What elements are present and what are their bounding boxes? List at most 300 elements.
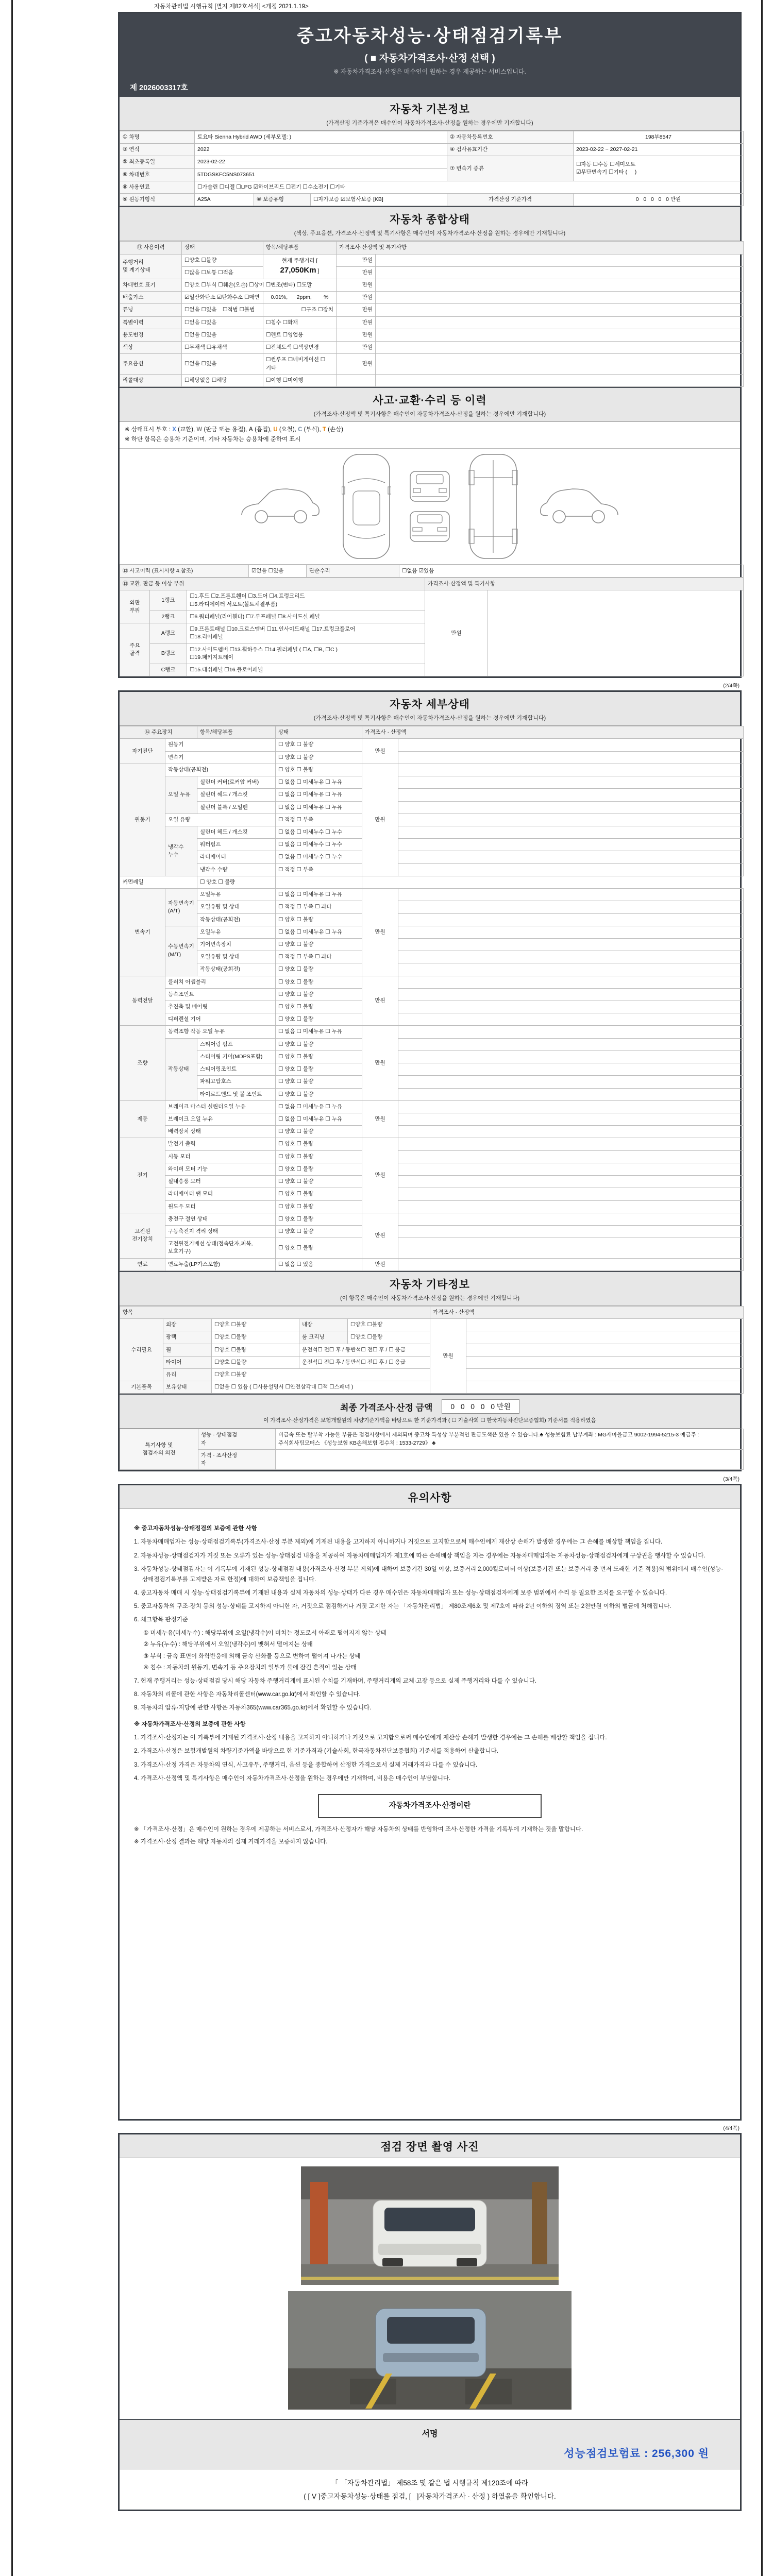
form-content	[118, 0, 742, 2511]
signature-band	[120, 2419, 740, 2469]
checkbox-cell[interactable]: ☐ 양호 ☐ 불량	[276, 913, 362, 926]
table-row	[120, 1258, 744, 1270]
checkbox-cell[interactable]: ☐양호 ☐부식 ☐훼손(오손) ☐상이 ☐변조(변타) ☐도말	[182, 279, 337, 291]
inspection-photo-front	[301, 2166, 559, 2285]
appraiser-comment	[276, 1449, 744, 1469]
cell	[398, 839, 744, 851]
detail-status-table-mount	[120, 726, 740, 1271]
checkbox-cell[interactable]: ☐ 양호 ☐ 불량	[276, 1001, 362, 1013]
overall-status-table-mount	[120, 241, 740, 387]
cell	[466, 1331, 744, 1344]
cell	[466, 1344, 744, 1356]
status-code-letter: X	[172, 426, 176, 433]
checkbox-cell[interactable]: ☐이행 ☐미이행	[263, 374, 337, 386]
checkbox-cell[interactable]: ☐양호 ☐불량	[348, 1319, 430, 1331]
table-row	[120, 1176, 744, 1188]
confirmation-line1: 「 「자동차관리법」 제58조 및 같은 법 시행규칙 제120조에 따라	[331, 2479, 528, 2487]
cell: 브레이크 마스터 실린더오일 누유	[165, 1100, 276, 1113]
cell: ⑫ 사고이력 (표시사항 4.참조)	[120, 565, 249, 578]
cell: 자기진단	[120, 739, 165, 764]
cell	[398, 789, 744, 801]
cell	[398, 926, 744, 938]
checkbox-cell[interactable]: ☐ 양호 ☐ 불량	[276, 988, 362, 1001]
cell	[398, 1050, 744, 1063]
cell	[398, 1163, 744, 1175]
checkbox-cell[interactable]: ☐ 양호 ☐ 불량	[197, 876, 276, 888]
accident-history-title: 사고·교환·수리 등 이력	[373, 394, 487, 406]
cell	[398, 889, 744, 901]
checkbox-cell[interactable]: ☐ 양호 ☐ 불량	[276, 1088, 362, 1100]
cell: 변속기	[165, 751, 276, 764]
checkbox-cell[interactable]: ☐ 없음 ☐ 미세누유 ☐ 누유	[276, 801, 362, 814]
table-row	[120, 354, 744, 374]
table-row	[120, 1238, 744, 1258]
table-row	[120, 242, 744, 254]
cell: 오일 누유	[165, 776, 197, 814]
checkbox-cell[interactable]: ☐ 없음 ☐ 미세누유 ☐ 누유	[276, 776, 362, 789]
cell: 만원	[337, 342, 376, 354]
table-row	[120, 181, 744, 193]
checkbox-cell[interactable]: ☐ 없음 ☐ 미세누유 ☐ 누유	[276, 1026, 362, 1038]
detail-status-table	[120, 726, 744, 1271]
cell: 실린더 블록 / 오일팬	[197, 801, 276, 814]
checkbox-cell[interactable]: ☐ 적정 ☐ 부족 ☐ 과다	[276, 951, 362, 963]
checkbox-cell[interactable]: ☐ 없음 ☐ 미세누유 ☐ 누유	[276, 889, 362, 901]
cell: 차대번호 표기	[120, 279, 182, 291]
cell: 연료	[120, 1258, 165, 1270]
final-price-note[interactable]: 이 가격조사·산정가격은 보험개발원의 차량기준가액을 바탕으로 한 기준가격과 ( ☐ 기술사회 ☐ 한국자동차진단보증협회) 기준서를 적용하였음	[263, 1417, 596, 1424]
cell	[398, 1188, 744, 1200]
checkbox-cell[interactable]: ☐ 양호 ☐ 불량	[276, 976, 362, 988]
photos-title: 점검 장면 촬영 사진	[380, 2141, 479, 2154]
inspector-comment: 비금속 또는 탈부착 가능한 부품은 점검사항에서 제외되며 중고차 특성상 부분적인 판금도색은 있을 수 있습니다.♣ 성능보험료 납부계좌 : MG새마을금고 9002-1994-5215-3 예금주 : 주식회사팀모터스 《성능보험 KB손해보험 접수처 : 1533-2729》 ♣	[276, 1429, 744, 1449]
inspector-opinion-table	[120, 1429, 744, 1470]
car-diagram-left-side-icon	[237, 483, 324, 530]
checkbox-cell[interactable]: ☐구조 ☐장치	[263, 304, 337, 316]
cell: 수리필요	[120, 1319, 163, 1381]
notice-item: 1. 가격조사·산정자는 이 기록부에 기재된 가격조사·산정 내용을 고지하지 아니하거나 거짓으로 고지함으로써 매수인에게 재산상 손해가 발생한 경우에는 그 손해를 배상할 책임을 집니다.	[134, 1735, 607, 1741]
cell: 발전기 출력	[165, 1138, 276, 1150]
status-code-text: (교환),	[176, 426, 197, 433]
other-info-title: 자동차 기타정보	[390, 1278, 470, 1291]
notice-subitem: ④ 침수 : 자동차의 원동기, 변속기 등 주요장치의 일부가 물에 잠긴 흔적이 있는 상태	[143, 1664, 357, 1671]
checkbox-cell[interactable]: ☐ 양호 ☐ 불량	[276, 1138, 362, 1150]
table-row	[120, 131, 744, 144]
checkbox-cell[interactable]: ☑없음 ☐있음	[249, 565, 307, 578]
document-header	[120, 13, 740, 97]
confirmation-statement	[120, 2469, 740, 2509]
detail-status-subtitle: (가격조사·산정액 및 특기사항은 매수인이 자동차가격조사·산정을 원하는 경우에만 기재합니다)	[313, 715, 546, 722]
cell: ② 자동차등록번호	[447, 131, 574, 144]
table-row	[120, 1163, 744, 1175]
cell: 원동기	[165, 739, 276, 751]
checkbox-cell[interactable]: ☐양호 ☐불량	[212, 1356, 299, 1368]
checkbox-cell[interactable]: ☐ 양호 ☐ 불량	[276, 1126, 362, 1138]
cell: 기어변속장치	[197, 938, 276, 951]
checkbox-cell[interactable]: ☐ 양호 ☐ 불량	[276, 1200, 362, 1213]
cell	[398, 1138, 744, 1150]
status-code-letter: A	[248, 426, 253, 433]
cell	[398, 826, 744, 838]
checkbox-cell[interactable]: ☐1.후드 ☐2.프론트휀더 ☐3.도어 ☐4.트렁크리드 ☐5.라디에이터 서포트(볼트체결부품)	[187, 590, 425, 611]
cell: 만원	[337, 316, 376, 329]
checkbox-cell[interactable]: ☐ 양호 ☐ 불량	[276, 1213, 362, 1225]
table-row	[120, 963, 744, 976]
status-code-text: ※ 상태표시 부호 :	[125, 426, 173, 433]
checkbox-cell[interactable]: ☐ 없음 ☐ 미세누유 ☐ 누유	[276, 1113, 362, 1126]
table-row	[120, 1213, 744, 1225]
cell: 만원	[337, 279, 376, 291]
cell: 만원	[430, 1319, 466, 1394]
overall-status-band	[120, 206, 740, 241]
checkbox-cell[interactable]: ☐ 없음 ☐ 미세누유 ☐ 누유	[276, 1100, 362, 1113]
checkbox-cell[interactable]: ☐ 없음 ☐ 있음	[276, 1258, 362, 1270]
cell: 특별이력	[120, 316, 182, 329]
status-code-letter: C	[298, 426, 303, 433]
checkbox-cell[interactable]: ☐ 적정 ☐ 부족	[276, 814, 362, 826]
checkbox-cell[interactable]: ☐많음 ☐보통 ☐적음	[182, 266, 263, 279]
cell: 휠	[163, 1344, 212, 1356]
status-code-letter: U	[273, 426, 278, 433]
status-code-letter: T	[322, 426, 326, 433]
cell	[398, 776, 744, 789]
table-row	[120, 876, 744, 888]
cell: 만원	[425, 590, 488, 676]
status-code-line	[125, 425, 735, 435]
checkbox-cell[interactable]: ☐썬루프 ☐네비게이션 ☐기타	[263, 354, 337, 374]
car-diagram-underbody-icon	[468, 453, 518, 560]
notice-box-title: 자동차가격조사·산정이란	[318, 1794, 542, 1818]
table-row	[120, 590, 744, 611]
cell: 만원	[337, 329, 376, 341]
checkbox-cell[interactable]: ☐ 양호 ☐ 불량	[276, 1076, 362, 1088]
cell	[398, 1126, 744, 1138]
checkbox-cell[interactable]: ☐ 양호 ☐ 불량	[276, 1063, 362, 1076]
other-info-subtitle: (이 항목은 매수인이 자동차가격조사·산정을 원하는 경우에만 기재합니다)	[340, 1295, 520, 1301]
cell: 가격조사 · 산정액	[430, 1306, 744, 1318]
checkbox-cell[interactable]: ☐ 양호 ☐ 불량	[276, 1050, 362, 1063]
notice-item: 6. 체크항목 판정기준	[134, 1617, 188, 1623]
cell	[376, 342, 744, 354]
checkbox-cell[interactable]: ☐없음 ☑있음	[399, 565, 744, 578]
checkbox-cell[interactable]: ☐ 양호 ☐ 불량	[276, 751, 362, 764]
checkbox-cell[interactable]: ☐ 양호 ☐ 불량	[276, 1038, 362, 1050]
cell: 1랭크	[150, 590, 187, 611]
cell: 오일유량 및 상태	[197, 951, 276, 963]
cell: 특기사항 및 점검자의 의견	[120, 1429, 198, 1470]
status-code-text: (흠집),	[253, 426, 274, 433]
page-edge-right	[761, 0, 763, 2576]
cell: 만원	[362, 1138, 398, 1213]
section-notice	[118, 1484, 742, 2121]
table-row	[120, 316, 744, 329]
checkbox-cell[interactable]: ☐ 적정 ☐ 부족	[276, 863, 362, 876]
cell	[398, 1100, 744, 1113]
checkbox-cell[interactable]: ☐ 없음 ☐ 미세누수 ☐ 누수	[276, 851, 362, 863]
cell: 보유상태	[163, 1381, 212, 1394]
price-survey-note: ※ 자동차가격조사·산정은 매수인이 원하는 경우 제공하는 서비스입니다.	[333, 68, 526, 75]
checkbox-cell[interactable]: ☐양호 ☐불량	[212, 1344, 299, 1356]
document-title: 중고자동차성능·상태점검기록부	[296, 26, 563, 46]
status-code-letter: W	[196, 426, 203, 433]
cell	[398, 988, 744, 1001]
cell: 주행거리 및 계기상태	[120, 254, 182, 279]
notice-body	[120, 1509, 740, 2119]
table-row	[120, 1150, 744, 1163]
checkbox-cell[interactable]: ☐ 없음 ☐ 미세누수 ☐ 누수	[276, 826, 362, 838]
checkbox-cell[interactable]: ☐전체도색 ☐색상변경	[263, 342, 337, 354]
notice-item: 1. 자동차매매업자는 성능·상태점검기록부(가격조사·산정 부분 제외)에 기재된 내용을 고지하지 아니하거나 거짓으로 고지함으로써 매수인에게 재산상 손해가 발생한 경우에는 그 손해를 배상할 책임을 집니다.	[134, 1539, 663, 1546]
legend-note: ※ 하단 항목은 승용차 기준이며, 기타 자동차는 승용차에 준하여 표시	[125, 436, 301, 443]
cell	[398, 801, 744, 814]
cell: 내장	[299, 1319, 348, 1331]
cell: ① 차명	[120, 131, 195, 144]
cell: 충전구 절연 상태	[165, 1213, 276, 1225]
checkbox-cell[interactable]: ☐ 양호 ☐ 불량	[276, 1163, 362, 1175]
car-diagram-top-view-icon	[342, 453, 391, 560]
cell	[398, 976, 744, 988]
cell: 주요 골격	[120, 623, 150, 676]
cell: 만원	[362, 976, 398, 1026]
cell: 타이로드엔드 및 볼 조인트	[197, 1088, 276, 1100]
basic-info-table	[120, 131, 744, 206]
checkbox-cell[interactable]: ☐9.프론트패널 ☐10.크로스멤버 ☐11.인사이드패널 ☐17.트렁크플로어 ☐18.리어패널	[187, 623, 425, 643]
notice-lead-inspection: ※ 중고자동차성능·상태점검의 보증에 관한 사항	[134, 1526, 257, 1532]
inspection-insurance-fee: 성능점검보험료 : 256,300 원	[564, 2448, 709, 2460]
cell	[398, 1213, 744, 1225]
checkbox-cell[interactable]: ☐15.대쉬패널 ☐16.플로어패널	[187, 664, 425, 676]
checkbox-cell[interactable]: ☐가솔린 ☐디젤 ☐LPG ☑하이브리드 ☐전기 ☐수소전기 ☐기타	[195, 181, 744, 193]
cell	[376, 279, 744, 291]
cell	[398, 938, 744, 951]
section-page2	[118, 690, 742, 1471]
notice-item: 9. 자동차의 압류·저당에 관한 사항은 자동차365(www.car365.go.kr)에서 확인할 수 있습니다.	[134, 1705, 372, 1711]
checkbox-cell[interactable]: ☐ 양호 ☐ 불량	[276, 764, 362, 776]
table-row	[120, 342, 744, 354]
checkbox-cell[interactable]: ☐ 양호 ☐ 불량	[276, 1013, 362, 1026]
cell: 고전원전기배선 상태(접속단자,피복,보호기구)	[165, 1238, 276, 1258]
cell: 가격조사 · 산정액	[362, 726, 744, 739]
cell: 커먼레일	[120, 876, 197, 888]
cell: 조향	[120, 1026, 165, 1100]
cell	[376, 374, 744, 386]
checkbox-cell[interactable]: ☐양호 ☐불량	[212, 1368, 430, 1381]
cell: 워터펌프	[197, 839, 276, 851]
cell: 외장	[163, 1319, 212, 1331]
cell: 유리	[163, 1368, 212, 1381]
cell: ⑩ 보증유형	[254, 194, 311, 206]
checkbox-cell[interactable]: ☐ 양호 ☐ 불량	[276, 1225, 362, 1238]
checkbox-cell[interactable]: ☐해당없음 ☐해당	[182, 374, 263, 386]
checkbox-cell[interactable]: ☐없음 ☐있음	[182, 329, 263, 341]
checkbox-cell[interactable]: ☐없음 ☐ 있음 ( ☐사용설명서 ☐안전삼각대 ☐잭 ☐스패너 )	[212, 1381, 430, 1394]
checkbox-cell[interactable]: ☐없음 ☐있음 ☐적법 ☐불법	[182, 304, 263, 316]
checkbox-cell[interactable]: ☐자동 ☐수동 ☐세미오토 ☑무단변속기 ☐기타 ( )	[574, 156, 744, 181]
checkbox-cell[interactable]: ☐렌트 ☐영업용	[263, 329, 337, 341]
cell: ⑤ 최초등록일	[120, 156, 195, 168]
table-row	[120, 1088, 744, 1100]
cell	[466, 1381, 744, 1394]
cell: 만원	[337, 354, 376, 374]
checkbox-cell[interactable]: ☐ 없음 ☐ 미세누수 ☐ 누수	[276, 839, 362, 851]
table-row	[120, 266, 744, 279]
cell: 클러치 어셈블리	[165, 976, 276, 988]
cell: 전기	[120, 1138, 165, 1213]
cell	[466, 1356, 744, 1368]
cell: 오일누유	[197, 889, 276, 901]
cell: 동력조향 작동 오일 누유	[165, 1026, 276, 1038]
cell: 타이어	[163, 1356, 212, 1368]
cell: 배출가스	[120, 292, 182, 304]
cell: ⑭ 주요장치	[120, 726, 197, 739]
cell: 실린더 커버(로커암 커버)	[197, 776, 276, 789]
notice-band	[120, 1485, 740, 1509]
cell	[398, 1076, 744, 1088]
cell: C랭크	[150, 664, 187, 676]
checkbox-cell[interactable]: ☐ 양호 ☐ 불량	[276, 1188, 362, 1200]
checkbox-cell[interactable]: ☐ 양호 ☐ 불량	[276, 963, 362, 976]
cell: 작동상태(공회전)	[197, 913, 276, 926]
cell: 라디에이터	[197, 851, 276, 863]
cell	[398, 1088, 744, 1100]
cell	[376, 354, 744, 374]
price-survey-select-line: ( ■ 자동차가격조사·산정 선택 )	[364, 53, 495, 64]
status-code-legend	[120, 422, 740, 449]
cell: 기본품목	[120, 1381, 163, 1394]
cell: 작동상태	[165, 1038, 197, 1100]
table-row	[120, 739, 744, 751]
notice-subitem: ① 미세누유(미세누수) : 해당부위에 오일(냉각수)이 비치는 정도로서 아래로 떨어지지 않는 상태	[143, 1630, 386, 1637]
cell: 연료누출(LP가스포함)	[165, 1258, 276, 1270]
cell: 브레이크 오일 누유	[165, 1113, 276, 1126]
checkbox-cell[interactable]: ☐없음 ☐있음	[182, 354, 263, 374]
checkbox-cell[interactable]: ☐무채색 ☐유채색	[182, 342, 263, 354]
cell	[398, 1038, 744, 1050]
cell: 자동변속기 (A/T)	[165, 889, 197, 926]
table-row	[120, 889, 744, 901]
cell: 0.01%, 2ppm, %	[263, 292, 337, 304]
checkbox-cell[interactable]: ☐ 양호 ☐ 불량	[276, 1238, 362, 1258]
table-row	[120, 1200, 744, 1213]
table-row	[120, 1050, 744, 1063]
checkbox-cell[interactable]: ☐ 없음 ☐ 미세누유 ☐ 누유	[276, 789, 362, 801]
signature-title: 서명	[422, 2430, 438, 2439]
cell: 디퍼렌셜 기어	[165, 1013, 276, 1026]
cell: 리콜대상	[120, 374, 182, 386]
status-code-text: (부식),	[302, 426, 323, 433]
page-marker-2: (2/4쪽)	[723, 683, 740, 689]
cell: 만원	[337, 254, 376, 266]
basic-info-table-mount	[120, 131, 740, 206]
exchange-rank-table-mount	[120, 578, 740, 676]
table-row	[120, 863, 744, 876]
cell	[376, 292, 744, 304]
cell: 만원	[337, 292, 376, 304]
accident-history-subtitle: (가격조사·산정액 및 특기사항은 매수인이 자동차가격조사·산정을 원하는 경우에만 기재합니다)	[313, 411, 546, 417]
checkbox-cell[interactable]: ☐ 양호 ☐ 불량	[276, 1150, 362, 1163]
table-row	[120, 851, 744, 863]
checkbox-cell[interactable]: ☐침수 ☐화재	[263, 316, 337, 329]
checkbox-cell[interactable]: 운전석☐ 전☐ 후 / 동반석☐ 전☐ 후 / ☐ 응급	[299, 1344, 430, 1356]
checkbox-cell[interactable]: ☐ 양호 ☐ 불량	[276, 1176, 362, 1188]
cell: ③ 연식	[120, 144, 195, 156]
cell: 윈도우 모터	[165, 1200, 276, 1213]
cell	[398, 764, 744, 776]
checkbox-cell[interactable]: ☐양호 ☐불량	[348, 1331, 430, 1344]
checkbox-cell[interactable]: ☐ 양호 ☐ 불량	[276, 938, 362, 951]
table-row	[120, 913, 744, 926]
notice-lead-appraisal: ※ 자동차가격조사·산정의 보증에 관한 사항	[134, 1721, 246, 1728]
basic-info-subtitle: (가격산정 기준가격은 매수인이 자동차가격조사·산정을 원하는 경우에만 기재합니다)	[326, 120, 533, 126]
cell: 작동상태(공회전)	[197, 963, 276, 976]
table-row	[120, 1076, 744, 1088]
checkbox-cell[interactable]: ☐양호 ☐불량	[212, 1319, 299, 1331]
checkbox-cell[interactable]: ☐ 없음 ☐ 미세누유 ☐ 누유	[276, 926, 362, 938]
notice-box-line: ※ 가격조사·산정 결과는 해당 자동차의 실제 거래가격을 보증하지 않습니다.	[134, 1839, 328, 1845]
cell: 만원	[362, 739, 398, 764]
cell: 스티어링조인트	[197, 1063, 276, 1076]
checkbox-cell[interactable]: ☐12.사이드멤버 ☐13.휠하우스 ☐14.필러패널 ( ☐A, ☐B, ☐C ) ☐19.패키지트레이	[187, 643, 425, 664]
notice-item: 2. 자동차성능·상태점검자가 거짓 또는 오류가 있는 성능·상태점검 내용을 제공하여 자동차매매업자가 제1호에 따른 손해배상 책임을 지는 경우에는 자동차매매업자는 자동차성능·상태점검자에게 구상권을 행사할 수 있습니다.	[134, 1552, 705, 1559]
confirmation-line2: ( [ V ]중고자동차성능·상태를 점검, [ ]자동차가격조사 · 산정 ) 하였음을 확인합니다.	[304, 2492, 556, 2500]
cell	[398, 951, 744, 963]
final-price-amount: 0 0 0 0 0 만원	[442, 1399, 519, 1414]
cell	[376, 266, 744, 279]
checkbox-cell[interactable]: ☐ 양호 ☐ 불량	[276, 739, 362, 751]
table-row	[120, 976, 744, 988]
notice-subitem: ② 누유(누수) : 해당부위에서 오일(냉각수)이 맺혀서 떨어지는 상태	[143, 1641, 313, 1648]
checkbox-cell[interactable]: ☐없음 ☐있음	[182, 316, 263, 329]
notice-title: 유의사항	[408, 1492, 452, 1504]
car-diagram-small-views	[409, 470, 451, 543]
checkbox-cell[interactable]: ☐자가보증 ☑보험사보증 [KB]	[311, 194, 447, 206]
cell: 만원	[362, 764, 398, 876]
cell: 오일누유	[197, 926, 276, 938]
checkbox-cell[interactable]: ☐양호 ☐불량	[182, 254, 263, 266]
photos-band	[120, 2134, 740, 2158]
table-row	[120, 329, 744, 341]
checkbox-cell[interactable]: ☐6.쿼터패널(리어휀다) ☐7.루프패널 ☐8.사이드실 패널	[187, 611, 425, 623]
cell: 라디에이터 팬 모터	[165, 1188, 276, 1200]
cell: 항목/해당부품	[197, 726, 276, 739]
table-row	[120, 254, 744, 266]
checkbox-cell[interactable]: 운전석☐ 전☐ 후 / 동반석☐ 전☐ 후 / ☐ 응급	[299, 1356, 430, 1368]
cell	[398, 1200, 744, 1213]
overall-status-subtitle: (색상, 주요옵션, 가격조사·산정액 및 특기사항은 매수인이 자동차가격조사·산정을 원하는 경우에만 기재합니다)	[294, 230, 566, 237]
cell: ⑥ 차대번호	[120, 168, 195, 181]
cell	[488, 590, 744, 676]
cell: 오일 유량	[165, 814, 276, 826]
checkbox-cell[interactable]: ☐양호 ☐불량	[212, 1331, 299, 1344]
table-row	[120, 144, 744, 156]
cell: 등속조인트	[165, 988, 276, 1001]
cell: ⑦ 변속기 종류	[447, 156, 574, 181]
cell: 주요옵션	[120, 354, 182, 374]
table-row	[120, 764, 744, 776]
cell: A25A	[195, 194, 254, 206]
cell: 가격조사·산정액 및 특기사항	[337, 242, 744, 254]
cell	[398, 1063, 744, 1076]
cell: 동력전달	[120, 976, 165, 1026]
cell: 만원	[337, 266, 376, 279]
table-row	[120, 814, 744, 826]
checkbox-cell[interactable]: ☐ 적정 ☐ 부족 ☐ 과다	[276, 901, 362, 913]
table-row	[120, 194, 744, 206]
checkbox-cell[interactable]: ☑일산화탄소 ☑탄화수소 ☐매연	[182, 292, 263, 304]
other-info-table-mount	[120, 1306, 740, 1394]
table-row	[120, 1429, 744, 1449]
table-row	[120, 304, 744, 316]
